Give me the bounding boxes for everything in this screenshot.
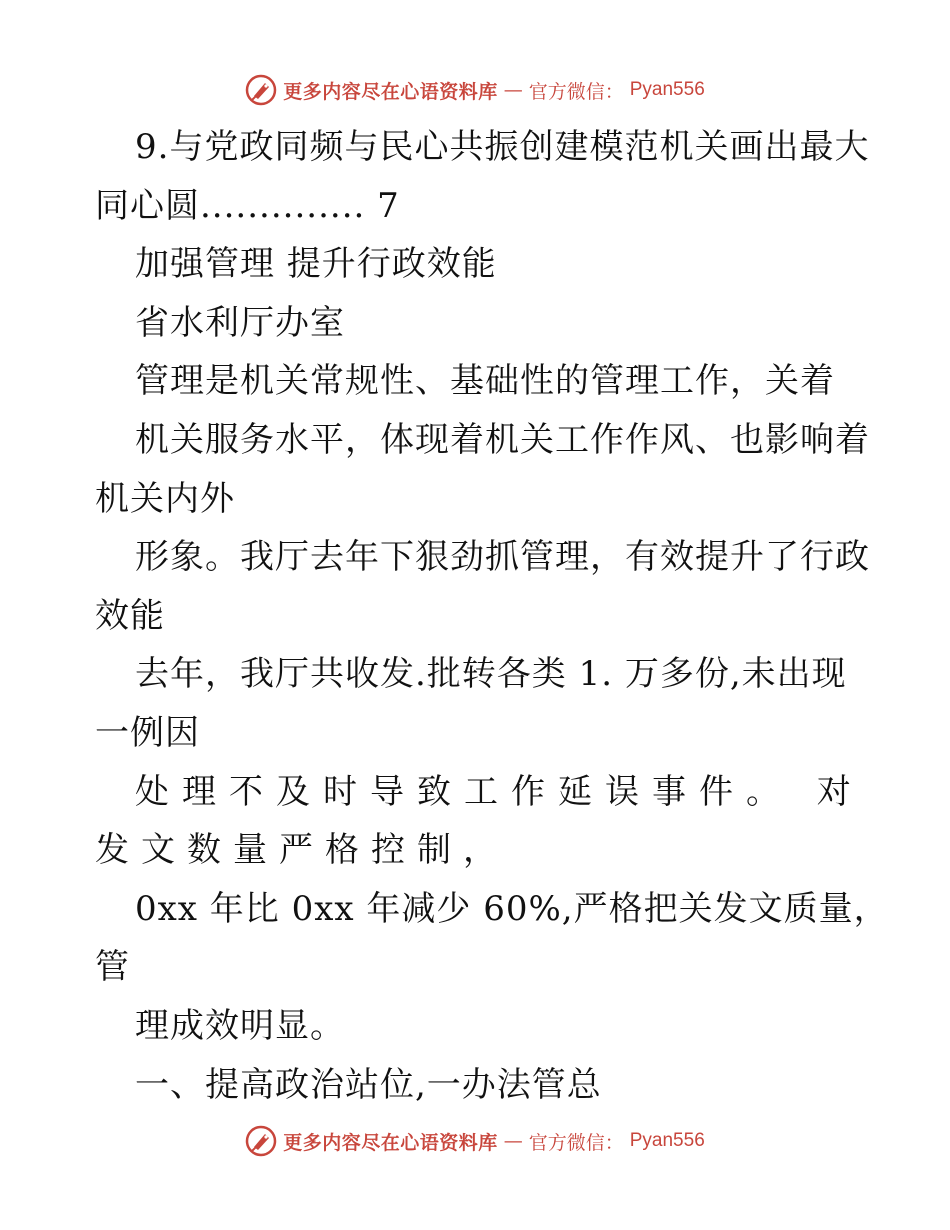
article-author: 省水利厅办室 — [135, 302, 345, 343]
pen-nib-logo-icon — [245, 1125, 277, 1157]
paragraph-line: 处理不及时导致工作延误事件。 对 — [135, 771, 864, 812]
paragraph-line: 一例因 — [95, 712, 200, 753]
paragraph-line: 机关内外 — [95, 478, 235, 519]
paragraph-line: 管 — [95, 947, 130, 988]
paragraph-line: 发文数量严格控制， — [95, 830, 509, 871]
paragraph-line: 去年，我厅共收发.批转各类 1. 万多份,未出现 — [135, 654, 847, 695]
watermark-wechat-label: 官方微信： — [528, 80, 624, 103]
section-heading: 一、提高政治站位,一办法管总 — [135, 1064, 602, 1105]
footer-watermark — [0, 1121, 950, 1161]
article-title: 加强管理 提升行政效能 — [135, 244, 497, 285]
paragraph-line: 0xx 年比 0xx 年减少 60%,严格把关发文质量， — [135, 888, 889, 929]
paragraph-line: 管理是机关常规性、基础性的管理工作，关着 — [135, 361, 835, 402]
paragraph-line: 机关服务水平，体现着机关工作作风、也影响着 — [135, 419, 870, 460]
toc-entry-continuation: 同心圆.............. 7 — [95, 185, 400, 226]
watermark-wechat-id: Pyan556 — [629, 1130, 705, 1151]
toc-entry-line: 9.与党政同频与民心共振创建模范机关画出最大 — [135, 127, 870, 167]
watermark-text: 更多内容尽在心语资料库 — [283, 1131, 498, 1154]
paragraph-line: 理成效明显。 — [135, 1005, 345, 1046]
paragraph-line: 效能 — [95, 595, 165, 636]
paragraph-line: 形象。我厅去年下狠劲抓管理，有效提升了行政 — [135, 537, 870, 578]
header-watermark — [0, 70, 950, 110]
watermark-text: 更多内容尽在心语资料库 — [283, 80, 498, 103]
pen-nib-logo-icon — [245, 74, 277, 106]
watermark-wechat-label: 官方微信： — [528, 1131, 624, 1154]
document-body — [95, 118, 889, 1114]
watermark-wechat-id: Pyan556 — [629, 79, 705, 100]
watermark-separator: — — [503, 1130, 523, 1152]
watermark-separator: — — [503, 79, 523, 101]
